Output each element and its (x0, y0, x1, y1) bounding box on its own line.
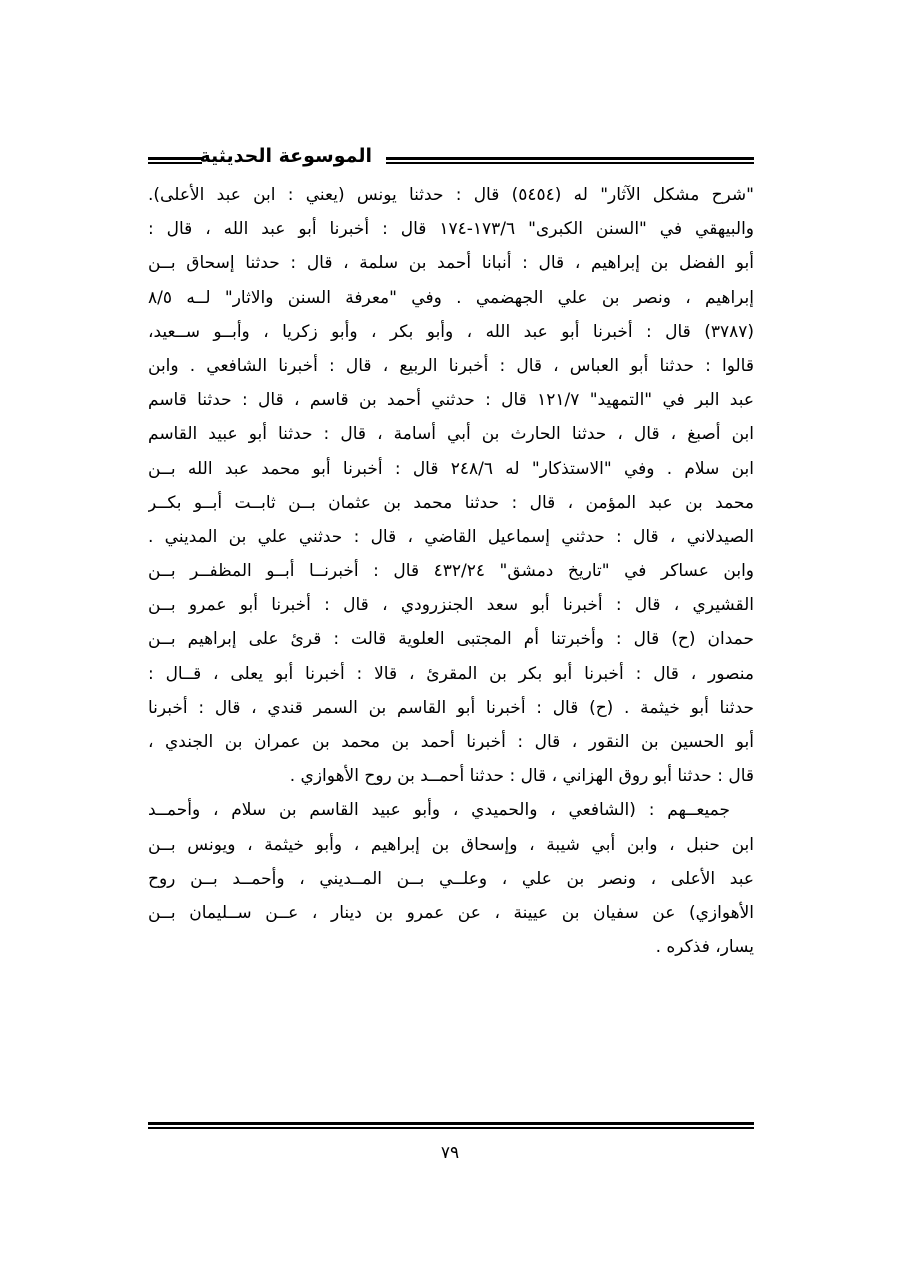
text-line: الصيدلاني ، قال : حدثني إسماعيل القاضي ، قال : حدثني علي بن المديني . (148, 526, 754, 547)
page-title: الموسوعة الحديثية (199, 145, 372, 167)
text-line: الأهوازي) عن سفيان بن عيينة ، عن عمرو بن دينار ، عــن ســليمان بــن (148, 902, 754, 923)
text-line: عبد البر في "التمهيد" ١٢١/٧ قال : حدثني أحمد بن قاسم ، قال : حدثنا قاسم (148, 390, 754, 411)
text-line: والبيهقي في "السنن الكبرى" ١٧٣/٦-١٧٤ قال : أخبرنا أبو عبد الله ، قال : (148, 219, 754, 240)
header-rule-left (148, 157, 202, 164)
footer-rule (148, 1122, 754, 1129)
text-line: حمدان (ح) قال : وأخبرتنا أم المجتبى العلوية قالت : قرئ على إبراهيم بــن (148, 629, 754, 650)
text-line: وابن عساكر في "تاريخ دمشق" ٤٣٢/٢٤ قال : أخبرنــا أبــو المظفــر بــن (148, 561, 754, 582)
text-line: أبو الفضل بن إبراهيم ، قال : أنبانا أحمد بن سلمة ، قال : حدثنا إسحاق بــن (148, 253, 754, 274)
text-line: محمد بن عبد المؤمن ، قال : حدثنا محمد بن عثمان بــن ثابــت أبــو بكــر (148, 492, 754, 513)
text-line: يسار، فذكره . (655, 937, 754, 958)
text-line: القشيري ، قال : أخبرنا أبو سعد الجنزرودي ، قال : أخبرنا أبو عمرو بــن (148, 595, 754, 616)
text-line: قالوا : حدثنا أبو العباس ، قال : أخبرنا الربيع ، قال : أخبرنا الشافعي . وابن (148, 355, 754, 376)
text-line: "شرح مشكل الآثار" له (٥٤٥٤) قال : حدثنا يونس (يعني : ابن عبد الأعلى). (148, 185, 754, 205)
text-line: قال : حدثنا أبو روق الهزاني ، قال : حدثنا أحمــد بن روح الأهوازي . (289, 766, 754, 787)
text-line: إبراهيم ، ونصر بن علي الجهضمي . وفي "معرفة السنن والاثار" لــه ٨/٥ (148, 287, 754, 308)
text-line: حدثنا أبو خيثمة . (ح) قال : أخبرنا أبو القاسم بن السمر قندي ، قال : أخبرنا (148, 697, 754, 718)
text-line: جميعــهم : (الشافعي ، والحميدي ، وأبو عبيد القاسم بن سلام ، وأحمــد (148, 800, 730, 821)
text-line: ابن أصبغ ، قال ، حدثنا الحارث بن أبي أسامة ، قال : حدثنا أبو عبيد القاسم (148, 424, 754, 445)
header-rule-right (386, 157, 754, 164)
text-line: منصور ، قال : أخبرنا أبو بكر بن المقرئ ، قالا : أخبرنا أبو يعلى ، قــال : (148, 663, 754, 684)
text-line: ابن حنبل ، وابن أبي شيبة ، وإسحاق بن إبراهيم ، وأبو خيثمة ، ويونس بــن (148, 834, 754, 855)
page-number: ٧٩ (440, 1143, 460, 1163)
text-line: (٣٧٨٧) قال : أخبرنا أبو عبد الله ، وأبو بكر ، وأبو زكريا ، وأبــو ســعيد، (148, 321, 754, 342)
text-line: عبد الأعلى ، ونصر بن علي ، وعلــي بــن المــديني ، وأحمــد بــن روح (148, 868, 754, 889)
body-text (148, 178, 754, 964)
page-header (148, 140, 754, 176)
text-line: أبو الحسين بن النقور ، قال : أخبرنا أحمد بن محمد بن عمران بن الجندي ، (148, 732, 754, 752)
text-line: ابن سلام . وفي "الاستذكار" له ٢٤٨/٦ قال : أخبرنا أبو محمد عبد الله بــن (148, 458, 754, 479)
